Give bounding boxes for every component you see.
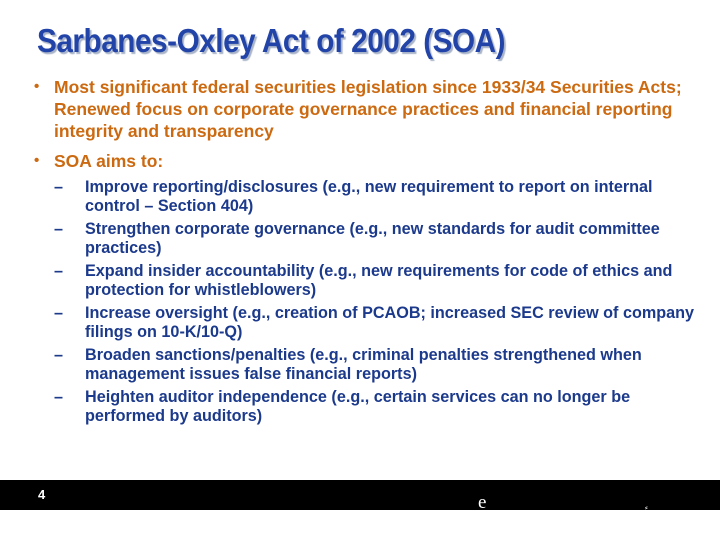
sub-bullet-marker: – xyxy=(54,304,64,322)
bullet-marker: • xyxy=(34,152,40,169)
sub-bullet-text: Heighten auditor independence (e.g., certain services can no longer be performed by auditors) xyxy=(85,388,631,425)
sub-bullet-text: Increase oversight (e.g., creation of PCAOB; increased SEC review of company filings on 10-K/10-Q) xyxy=(85,304,695,341)
sub-bullet-marker: – xyxy=(54,262,64,280)
footer-tiny-mark: ⸗ xyxy=(645,503,648,512)
footer-logo-mark: e xyxy=(478,492,487,513)
footer-bar xyxy=(0,480,720,510)
sub-bullet-item xyxy=(54,388,704,426)
bullet-item xyxy=(34,76,704,142)
sub-bullet-marker: – xyxy=(54,388,64,406)
bullet-text: Most significant federal securities legislation since 1933/34 Securities Acts; Renewed focus on corporate governance practices and financial reporting integrity and transparency xyxy=(54,77,682,141)
sub-bullet-item xyxy=(54,346,704,384)
slide-content xyxy=(34,76,704,430)
sub-bullet-marker: – xyxy=(54,346,64,364)
bullet-text: SOA aims to: xyxy=(54,151,164,171)
sub-bullet-item xyxy=(54,304,704,342)
sub-bullet-marker: – xyxy=(54,220,64,238)
sub-bullet-marker: – xyxy=(54,178,64,196)
sub-bullet-text: Strengthen corporate governance (e.g., new standards for audit committee practices) xyxy=(85,220,660,257)
sub-bullet-item xyxy=(54,262,704,300)
bullet-item xyxy=(34,150,704,172)
sub-bullet-text: Broaden sanctions/penalties (e.g., criminal penalties strengthened when management issues false financial reports) xyxy=(85,346,642,383)
sub-bullet-text: Improve reporting/disclosures (e.g., new requirement to report on internal control – Section 404) xyxy=(85,178,653,215)
sub-bullet-item xyxy=(54,220,704,258)
page-number: 4 xyxy=(38,487,46,502)
bullet-marker: • xyxy=(34,78,40,95)
slide-title: Sarbanes-Oxley Act of 2002 (SOA) xyxy=(37,22,506,59)
sub-bullet-text: Expand insider accountability (e.g., new requirements for code of ethics and protection for whistleblowers) xyxy=(85,262,673,299)
sub-bullet-list xyxy=(54,178,704,426)
sub-bullet-item xyxy=(54,178,704,216)
